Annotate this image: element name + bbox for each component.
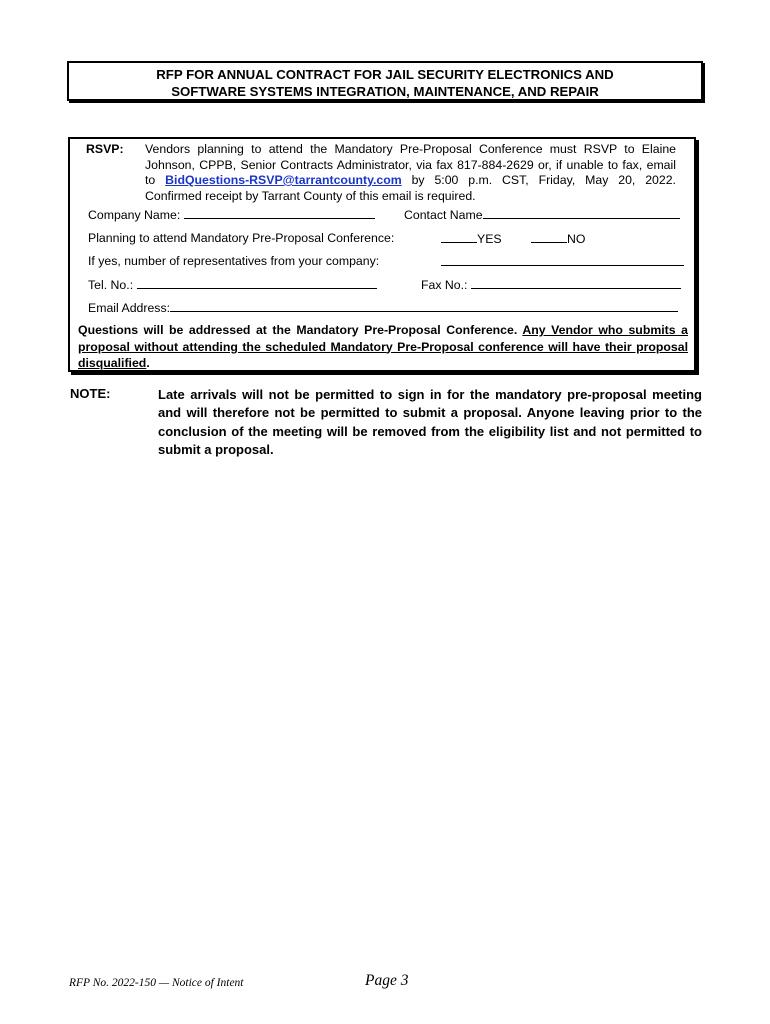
fax-row: [421, 277, 681, 292]
tel-row: [88, 277, 377, 292]
fax-field[interactable]: [471, 277, 681, 289]
questions-notice: [78, 322, 688, 372]
title-line-1: RFP FOR ANNUAL CONTRACT FOR JAIL SECURITY ELECTRONICS AND: [156, 67, 614, 82]
yes-label: YES: [477, 232, 502, 246]
yes-field[interactable]: [441, 231, 477, 243]
contact-name-row: [404, 207, 680, 222]
document-title-box: [67, 61, 703, 101]
representatives-field[interactable]: [441, 254, 684, 266]
tel-label: Tel. No.:: [88, 278, 134, 292]
footer-page-number: Page 3: [365, 972, 409, 989]
rsvp-instructions: [145, 142, 676, 204]
questions-text: Questions will be addressed at the Mandatory Pre-Proposal Conference.: [78, 323, 523, 337]
company-name-row: [88, 207, 375, 222]
planning-label: Planning to attend Mandatory Pre-Proposal Conference:: [88, 231, 395, 245]
fax-label: Fax No.:: [421, 278, 468, 292]
contact-name-field[interactable]: [483, 207, 680, 219]
note-label: NOTE:: [70, 386, 111, 401]
rsvp-email-link[interactable]: BidQuestions-RSVP@tarrantcounty.com: [165, 173, 402, 187]
questions-period: .: [146, 356, 150, 370]
representatives-row: [441, 254, 684, 269]
rsvp-text-start: Vendors planning to attend the Mandatory Pre-Proposal Conference must RSVP to Elaine Johnson, CPPB, Senior Contracts Administrator, via fax 817-884-2629 or, if unable to fax, email to: [145, 142, 676, 187]
email-field[interactable]: [170, 300, 678, 312]
no-field[interactable]: [531, 231, 567, 243]
email-label: Email Address:: [88, 301, 171, 315]
email-row: [88, 300, 678, 315]
company-name-field[interactable]: [184, 207, 375, 219]
no-label: NO: [567, 232, 586, 246]
rsvp-text-end: by 5:00 p.m. CST, Friday, May 20, 2022. Confirmed receipt by Tarrant County of this email is required.: [145, 173, 676, 203]
company-name-label: Company Name:: [88, 208, 181, 222]
rsvp-label: RSVP:: [86, 142, 124, 156]
yes-option: [441, 231, 502, 246]
no-option: [531, 231, 585, 246]
note-text: Late arrivals will not be permitted to sign in for the mandatory pre-proposal meeting and will therefore not be permitted to submit a proposal. Anyone leaving prior to the conclusion of the meeting will be removed from the eligibility list and not permitted to submit a proposal.: [158, 387, 702, 457]
title-line-2: SOFTWARE SYSTEMS INTEGRATION, MAINTENANCE, AND REPAIR: [171, 83, 599, 99]
footer-rfp-number: RFP No. 2022-150 — Notice of Intent: [69, 977, 244, 989]
questions-warning: Any Vendor who submits a proposal without attending the scheduled Mandatory Pre-Proposal conference will have their proposal disqualified: [78, 323, 688, 370]
representatives-label: If yes, number of representatives from your company:: [88, 254, 380, 268]
tel-field[interactable]: [137, 277, 377, 289]
rsvp-form-box: [68, 137, 696, 372]
contact-name-label: Contact Name: [404, 208, 483, 222]
